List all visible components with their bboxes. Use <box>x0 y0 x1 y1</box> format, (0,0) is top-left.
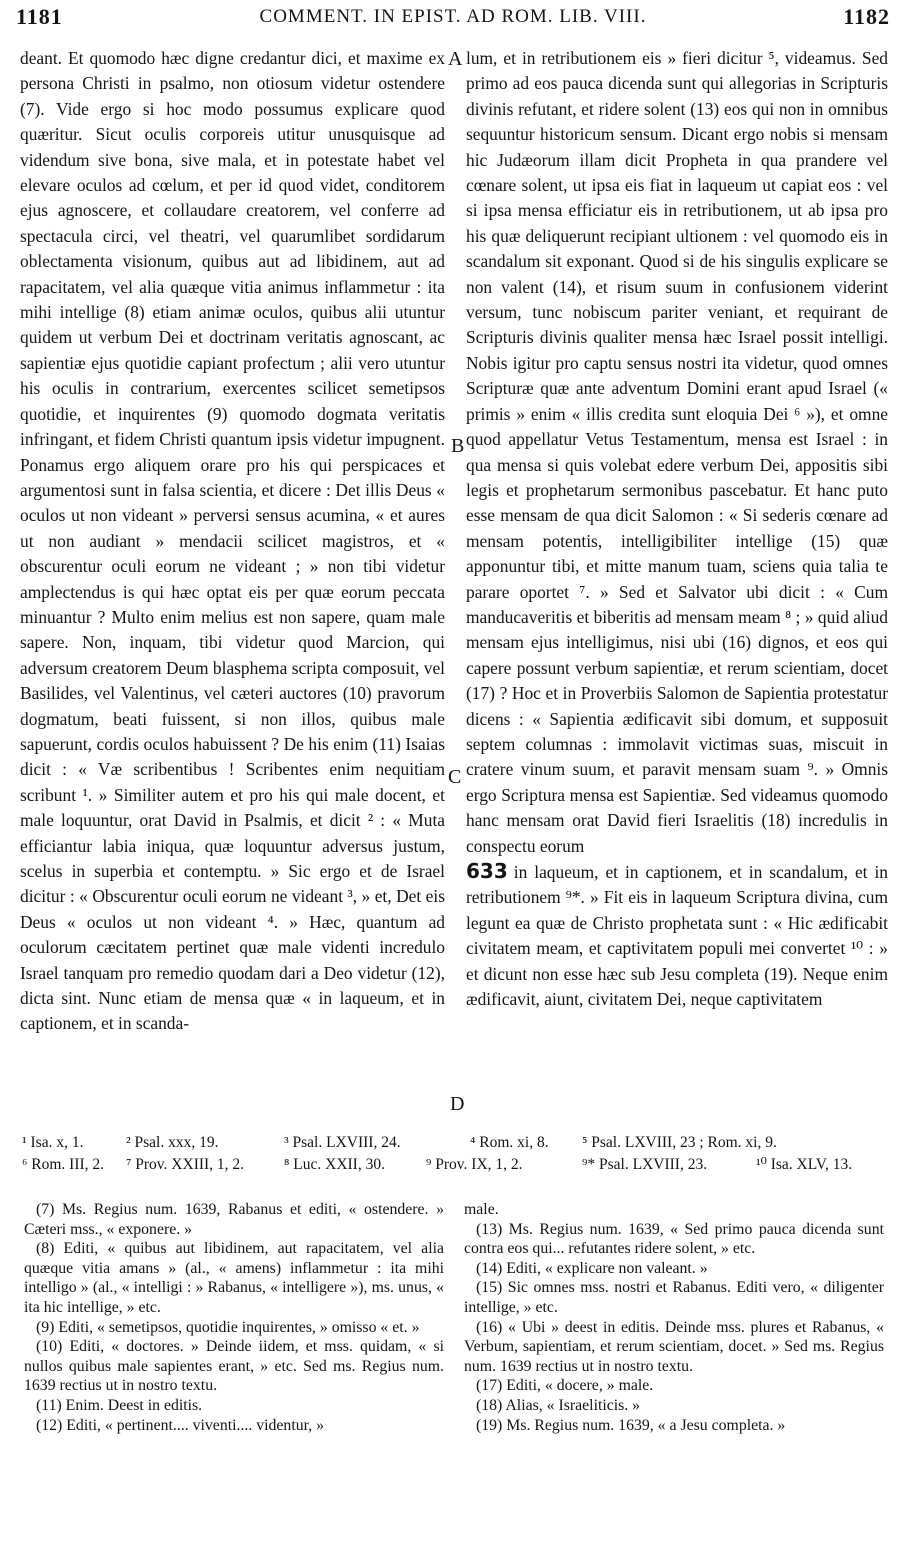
footnote-item: (12) Editi, « pertinent.... viventi.... videntur, » <box>36 1416 325 1434</box>
margin-marker-d: D <box>450 1093 465 1115</box>
reference-item: ⁶ Rom. III, 2. <box>22 1156 105 1173</box>
margin-marker-c: C <box>448 766 462 788</box>
footnote-item: (7) Ms. Regius num. 1639, Rabanus et editi, « ostendere. » Cæteri mss., « exponere. » <box>24 1201 444 1238</box>
reference-item: ² Psal. xxx, 19. <box>126 1134 219 1151</box>
footnote-item: (16) « Ubi » deest in editis. Deinde mss. plures et Rabanus, « Verbum, sapientiam, et rerum scientiam, docet. » Sed ms. Regius num. 1639 rectius ut in nostro textu. <box>464 1318 884 1375</box>
reference-item: ⁸ Luc. XXII, 30. <box>284 1156 385 1173</box>
right-column-text-part2 <box>466 859 888 1012</box>
running-title: COMMENT. IN EPIST. AD ROM. LIB. VIII. <box>259 6 647 27</box>
right-column-text-part1: lum, et in retributionem eis » fieri dicitur ⁵, videamus. Sed primo ad eos pauca dicenda sunt qui allegorias in Scripturis divinis refutant, et ridere solent (13) eos qui non in omnibus sequuntur historicum sensum. Dicant ergo nobis si mensam hic Judæorum illam dicit Propheta in qua prandere vel cœnare solent, ut ipsa eis fiat in laqueum ut capiat eos : vel si ipsa mensa efficiatur eis in retributionem, ut ab ipsa pro his quæ deliquerunt recipiant ultionem : vel quomodo eis in scandalum sit exponant. Quod si de his singulis explicare se non valent (14), et risum suum in confusionem viderint versum, tunc nobiscum pariter veniant, et requirant de Scripturis divinis qualiter mensa hæc Israel possit intelligi. Nobis igitur pro captu sensus nostri ita videtur, quod omnes Scripturæ quæ ante adventum Domini erant apud Israel (« primis » enim « illis credita sunt eloquia Dei ⁶ »), et omne quod appellatur Vetus Testamentum, mensa est Israel : in qua mensa si quis volebat edere verbum Dei, appositis sibi legis et prophetarum sermonibus pascebatur. Et hanc puto esse mensam de qua dicit Salomon : « Si sederis cœnare ad mensam potentis, intelligibiliter intellige (15) quæ apponuntur tibi, et mitte manum tuam, sciens quia talia te parare oportet ⁷. » Sed et Salvator ubi dicit : « Cum manducaveritis et biberitis ad mensam meam ⁸ ; » quid aliud mensam ejus intelligimus, nisi ubi (16) dignos, et eos qui capere possunt verbum sapientiæ, et rerum scientiam, docet (17) ? Hoc et in Proverbiis Salomon de Sapientia protestatur dicens : « Sapientia ædificavit sibi domum, et supposuit septem columnas : immolavit victimas suas, miscuit in cratere vinum suum, et paravit mensam suam ⁹. » Omnis ergo Scriptura mensa est Sapientiæ. Sed videamus quomodo hanc mensam orat David fieri Israelitis (18) incredulis in conspectu eorum <box>466 48 888 856</box>
margin-marker-a: A <box>448 48 463 70</box>
reference-item: ⁹ Prov. IX, 1, 2. <box>426 1156 523 1173</box>
reference-item: ⁹* Psal. LXVIII, 23. <box>582 1156 708 1173</box>
footnote-item: (14) Editi, « explicare non valeant. » <box>476 1259 708 1277</box>
footnotes-left-column <box>24 1200 444 1435</box>
footnote-item: (9) Editi, « semetipsos, quotidie inquirentes, » omisso « et. » <box>36 1318 420 1336</box>
margin-marker-b: B <box>451 435 465 457</box>
page-number-left: 1181 <box>16 4 63 29</box>
footnote-item: (19) Ms. Regius num. 1639, « a Jesu completa. » <box>476 1416 786 1434</box>
reference-item: ⁴ Rom. xi, 8. <box>470 1134 549 1151</box>
reference-item: ³ Psal. LXVIII, 24. <box>284 1134 401 1151</box>
right-column-text-part2-body: in laqueum, et in captionem, et in scandalum, et in retributionem ⁹*. » Fit eis in laqueum Scriptura divina, cum legunt ea quæ de Christo prophetata sunt : « Hic ædificabit civitatem meam, et captivitatem populi mei convertet ¹⁰ : » et dicunt non esse hæc sub Jesu completa (19). Neque enim ædificavit, aiunt, civitatem Dei, neque captivitatem <box>466 862 888 1010</box>
reference-item: ¹⁰ Isa. XLV, 13. <box>756 1156 853 1173</box>
footnote-item: (8) Editi, « quibus aut libidinem, aut rapacitatem, vel alia quæque vitia amans » (al., « amens) inflammetur : ita mihi intelligo » (al., « intelligi : » Rabanus, « intelligere »), ms. unus, « ita hic intellige, » etc. <box>24 1240 444 1316</box>
reference-item: ¹ Isa. x, 1. <box>22 1134 84 1151</box>
footnote-item: (11) Enim. Deest in editis. <box>36 1396 203 1414</box>
reference-item: ⁵ Psal. LXVIII, 23 ; Rom. xi, 9. <box>582 1134 777 1151</box>
reference-item: ⁷ Prov. XXIII, 1, 2. <box>126 1156 245 1173</box>
left-column-text: deant. Et quomodo hæc digne credantur dici, et maxime ex persona Christi in psalmo, non otiosum videtur ostendere (7). Vide ergo si hoc modo possumus explicare quod quæritur. Sicut oculis corporeis utitur unusquisque ad videndum sive bona, sive mala, et in potestate habet vel elevare oculos ad cœlum, et per id quod videt, conditorem ejus agnoscere, et collaudare creatorem, vel conferre ad spectacula circi, vel theatri, vel quarumlibet sordidarum oblectamenta visionum, quibus aut ad libidinem, aut ad rapacitatem, vel alia quæque vitia animus inflammetur : ita mihi intellige (8) etiam animæ oculos, quibus alii utuntur quidem ut verbum Dei et doctrinam veritatis agnoscant, ac sapientiæ ejus quotidie capiant profectum ; alii vero utuntur his oculis in contrarium, exercentes scilicet semetipsos quotidie, et inquirentes (9) quomodo dogmata veritatis infringant, et fidem Christi quantum ipsis videtur impugnent. Ponamus ergo aliquem orare pro his qui perspicaces et argumentosi sunt in falsa scientia, et dicere : Det illis Deus « oculos ut non videant » perversi sensus acumina, « et aures ut non audiant » mendacii scilicet magistros, et « obscurentur oculi eorum ne videant ; » non tibi videtur amplectendus is qui hæc optat eis per quæ eorum peccata minuantur ? Multo enim melius est non sapere, quam male sapere. Non, inquam, tibi videtur quod Marcion, qui adversum creatorem Deum blasphema scripta composuit, vel Basilides, vel Valentinus, vel cæteri auctores (10) pravorum dogmatum, beati fuissent, si non illos, quibus male sapuerunt, cordis oculos habuissent ? De his enim (11) Isaias dicit : « Væ scribentibus ! Scribentes enim nequitiam scribunt ¹. » Similiter autem et pro his qui male docent, et male loquuntur, orat David in Psalmis, et dicit ² : « Muta efficiantur labia iniqua, quæ loquuntur adversus justum, scelus in superbia et contemptu. » Sic ergo et de Israel dicitur : « Obscurentur oculi eorum ne videant ³, » et, Det eis Deus « oculos ut non videant ⁴. » Hæc, quantum ad oculorum cæcitatem pertinet quæ male videnti incredulo Israel tanquam pro remedio quodam dari a Deo videtur (12), dicta sint. Nunc etiam de mensa quæ « in laqueum, et in captionem, et in scanda- <box>20 48 445 1034</box>
footnotes-right-column <box>464 1200 884 1435</box>
footnote-item: (13) Ms. Regius num. 1639, « Sed primo pauca dicenda sunt contra eos qui... refutantes ridere solent, » etc. <box>464 1220 884 1258</box>
footnote-item: (17) Editi, « docere, » male. <box>476 1377 654 1395</box>
footnote-item: (18) Alias, « Israeliticis. » <box>476 1396 641 1414</box>
footnote-item: (15) Sic omnes mss. nostri et Rabanus. Editi vero, « diligenter intellige, » etc. <box>464 1279 884 1316</box>
main-text-left-column <box>20 46 445 1037</box>
main-text-right-column <box>466 46 888 1012</box>
footnote-item: (10) Editi, « doctores. » Deinde iidem, et mss. quidam, « si nullos quibus male sapientes erant, » etc. Sed ms. Regius num. 1639 rectius ut in nostro textu. <box>24 1338 444 1395</box>
column-number: 633 <box>466 859 508 883</box>
page-number-right: 1182 <box>843 4 890 29</box>
page-header <box>16 4 890 34</box>
footnote-continuation: male. <box>464 1201 499 1218</box>
